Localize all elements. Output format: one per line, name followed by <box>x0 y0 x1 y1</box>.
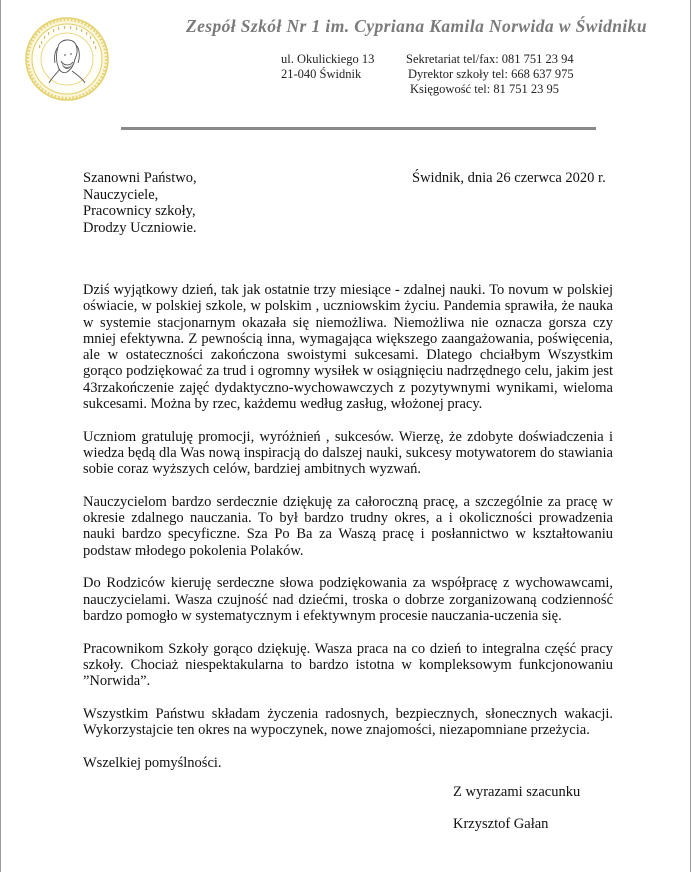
letter-closing: Z wyrazami szacunku <box>453 784 581 800</box>
phone-director: Dyrektor szkoły tel: 668 637 975 <box>408 67 574 81</box>
school-address <box>281 52 374 82</box>
school-seal-norwid-portrait-icon <box>25 17 109 101</box>
letter-signature: Krzysztof Gałan <box>453 816 549 832</box>
letter-paragraph: Dziś wyjątkowy dzień, tak jak ostatnie trzy miesiące - zdalnej nauki. To novum w polskiej oświacie, w polskiej szkole, w polskim , uczniowskim życiu. Pandemia sprawiła, że nauka w systemie stacjonarnym okazała się niemożliwa. Niemożliwa nie oznacza gorsza czy mniej efektywna. Z pewnością inna, wymagająca większego zaangażowania, poświęcenia, ale w ostateczności zakończona swoistymi sukcesami. Dlatego chciałbym Wszystkim gorąco podziękować za trud i ogromny wysiłek w osiągnięciu nadrzędnego celu, jakim jest 43rzakończenie zajęć dydaktyczno-wychowawczych z pozytywnymi wynikami, wieloma sukcesami. Można by rzec, każdemu według zasług, włożonej pracy. <box>83 282 613 413</box>
letter-paragraph: Pracownikom Szkoły gorąco dziękuję. Wasza praca na co dzień to integralna część pracy szkoły. Chociaż niespektakularna to bardzo istotna w kompleksowym funkcjonowaniu ”Norwida”. <box>83 640 613 690</box>
place-and-date: Świdnik, dnia 26 czerwca 2020 r. <box>412 170 606 186</box>
school-phones <box>406 52 574 97</box>
school-name-title: Zespół Szkół Nr 1 im. Cypriana Kamila Norwida w Świdniku <box>186 16 647 36</box>
recipient-line: Drodzy Uczniowie. <box>83 219 197 236</box>
phone-secretariat: Sekretariat tel/fax: 081 751 23 94 <box>406 52 574 66</box>
letter-paragraph: Do Rodziców kieruję serdeczne słowa podziękowania za współpracę z wychowawcami, nauczycielami. Wasza czujność nad dziećmi, troska o dobrze zorganizowaną codzienność bardzo pomogło w systematycznym i efektywnym procesie nauczania-uczenia się. <box>83 575 613 624</box>
letter-paragraph: Wszystkim Państwu składam życzenia radosnych, bezpiecznych, słonecznych wakacji. Wykorzystajcie ten okres na wypoczynek, nowe znajomości, niezapomniane przeżycia. <box>83 705 613 739</box>
phone-accounting: Księgowość tel: 81 751 23 95 <box>410 82 559 96</box>
recipient-line: Pracownicy szkoły, <box>83 203 196 219</box>
letter-paragraph: Wszelkiej pomyślności. <box>83 754 222 771</box>
recipient-line: Nauczyciele, <box>83 186 159 203</box>
letter-body <box>83 282 613 787</box>
header-divider <box>121 127 596 130</box>
letter-recipients <box>83 170 197 236</box>
page-left-edge <box>0 0 1 872</box>
address-street: ul. Okulickiego 13 <box>281 52 375 66</box>
address-city: 21-040 Świdnik <box>281 67 362 81</box>
letter-paragraph: Nauczycielom bardzo serdecznie dziękuję za całoroczną pracę, a szczególnie za pracę w okresie zdalnego nauczania. To był bardzo trudny okres, a i okoliczności prowadzenia nauki bardzo specyficzne. Sza Po Ba za Waszą pracę i posłannictwo w kształtowaniu podstaw młodego pokolenia Polaków. <box>83 493 613 559</box>
recipient-line: Szanowni Państwo, <box>83 170 197 186</box>
letter-paragraph: Uczniom gratuluję promocji, wyróżnień , sukcesów. Wierzę, że zdobyte doświadczenia i wiedza będą dla Was nową inspiracją do dalszej nauki, sukcesy motywatorem do stawiania sobie coraz wyższych celów, bardziej ambitnych wyzwań. <box>83 428 613 478</box>
